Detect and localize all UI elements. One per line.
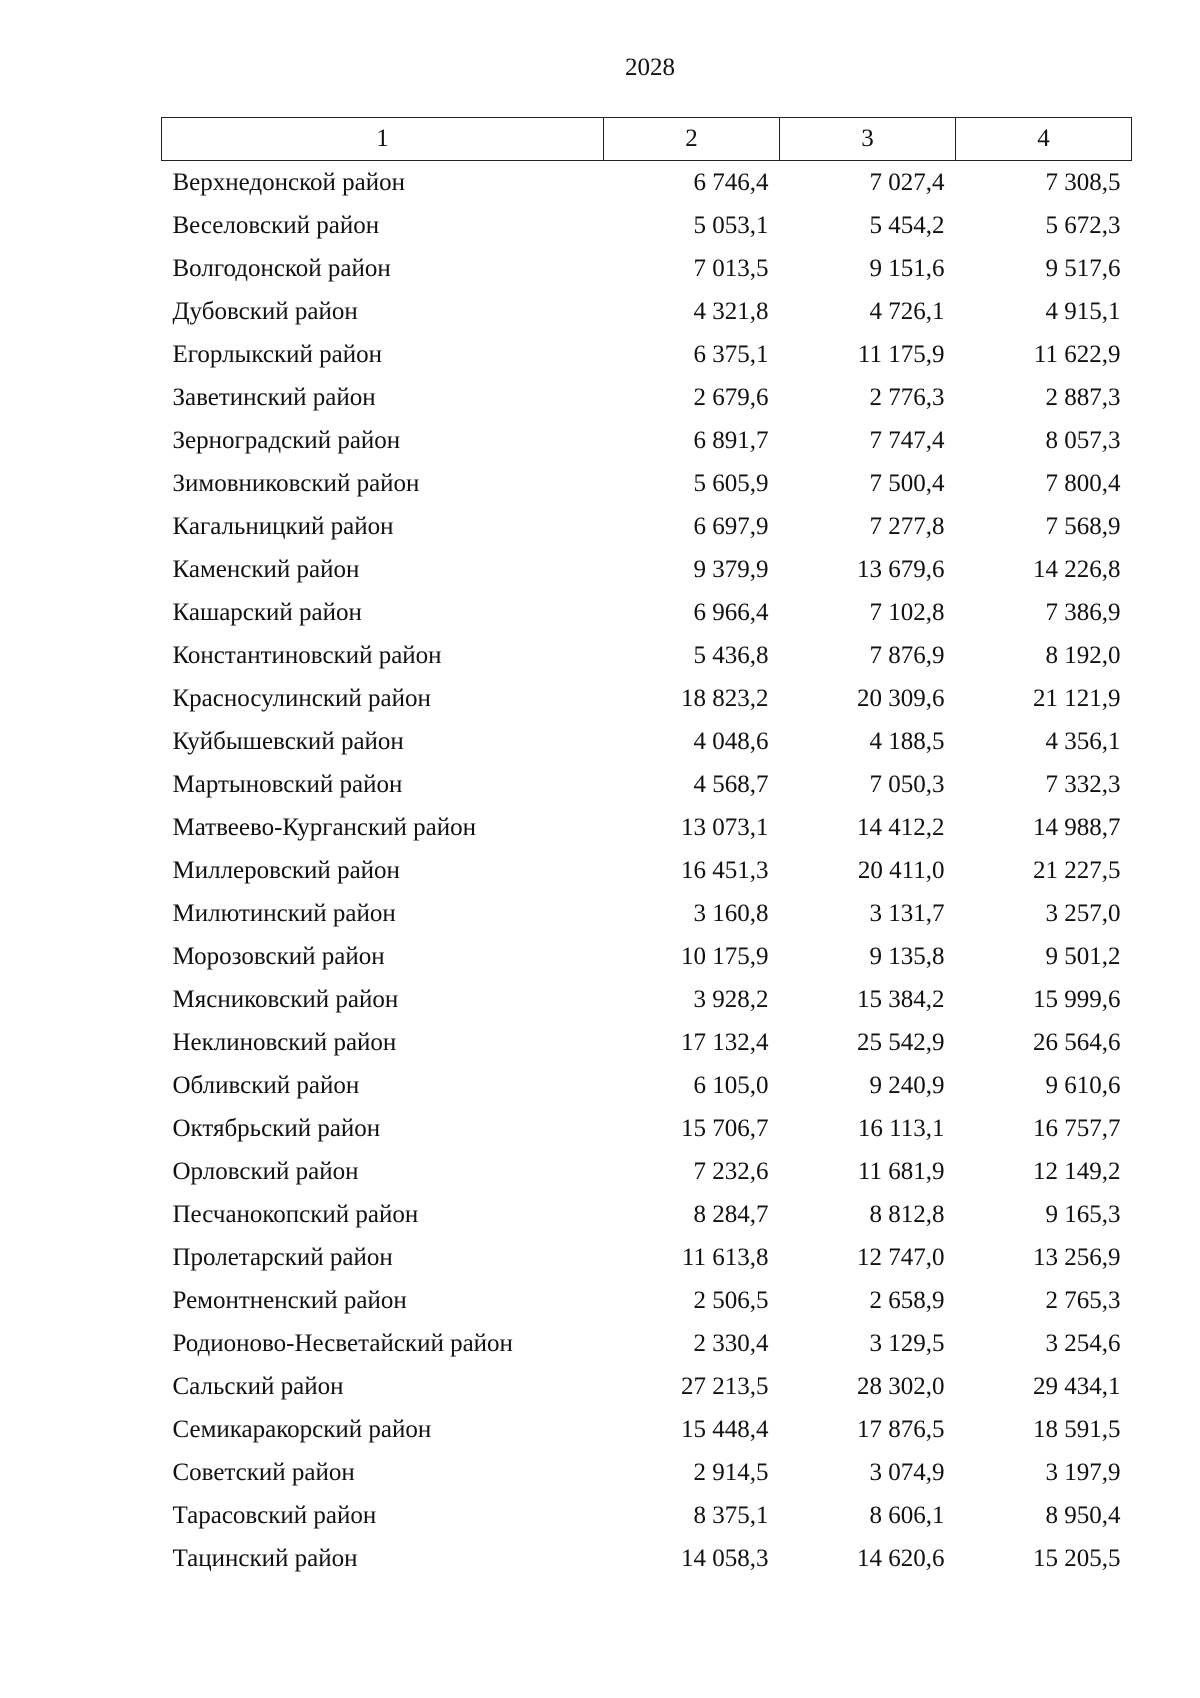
district-name-cell: Мясниковский район [172, 985, 399, 1013]
value-col-2-cell: 6 697,9 [693, 512, 769, 540]
value-col-2-cell: 13 073,1 [681, 813, 769, 841]
value-col-3-cell: 11 175,9 [857, 340, 945, 368]
value-col-3-cell: 4 726,1 [869, 297, 945, 325]
district-name-cell: Зерноградский район [172, 426, 401, 454]
value-col-3-cell: 7 027,4 [869, 168, 945, 196]
district-name-cell: Неклиновский район [172, 1028, 397, 1056]
value-col-3-cell: 9 151,6 [869, 254, 945, 282]
district-name-cell: Веселовский район [172, 211, 380, 239]
value-col-4-cell: 3 257,0 [1045, 899, 1121, 927]
value-col-2-cell: 4 568,7 [693, 770, 769, 798]
value-col-4-cell: 11 622,9 [1033, 340, 1121, 368]
value-col-3-cell: 14 412,2 [857, 813, 945, 841]
value-col-4-cell: 4 356,1 [1045, 727, 1121, 755]
table-row [162, 1236, 1132, 1279]
value-col-4-cell: 4 915,1 [1045, 297, 1121, 325]
value-col-3-cell: 12 747,0 [857, 1243, 945, 1271]
value-col-2-cell: 10 175,9 [681, 942, 769, 970]
value-col-4-cell: 2 887,3 [1045, 383, 1121, 411]
value-col-4-cell: 3 197,9 [1045, 1458, 1121, 1486]
table-row [162, 419, 1132, 462]
value-col-4-cell: 8 950,4 [1045, 1501, 1121, 1529]
district-name-cell: Матвеево-Курганский район [172, 813, 477, 841]
district-name-cell: Тацинский район [172, 1544, 358, 1572]
header-col-3: 3 [780, 118, 956, 161]
district-name-cell: Пролетарский район [172, 1243, 393, 1271]
table-row [162, 1537, 1132, 1580]
district-name-cell: Ремонтненский район [172, 1286, 407, 1314]
district-name-cell: Октябрьский район [172, 1114, 381, 1142]
value-col-2-cell: 7 013,5 [693, 254, 769, 282]
table-row [162, 763, 1132, 806]
table-row [162, 1451, 1132, 1494]
table-row [162, 1279, 1132, 1322]
header-col-1: 1 [162, 118, 604, 161]
table-row [162, 1064, 1132, 1107]
table-row [162, 978, 1132, 1021]
value-col-3-cell: 7 747,4 [869, 426, 945, 454]
table-row [162, 1107, 1132, 1150]
table-row [162, 1408, 1132, 1451]
value-col-2-cell: 5 605,9 [693, 469, 769, 497]
value-col-2-cell: 2 330,4 [693, 1329, 769, 1357]
value-col-2-cell: 2 914,5 [693, 1458, 769, 1486]
value-col-2-cell: 17 132,4 [681, 1028, 769, 1056]
value-col-3-cell: 3 131,7 [869, 899, 945, 927]
table-row [162, 1150, 1132, 1193]
header-row [162, 118, 1132, 161]
table-row [162, 1494, 1132, 1537]
value-col-3-cell: 13 679,6 [857, 555, 945, 583]
value-col-4-cell: 9 165,3 [1045, 1200, 1121, 1228]
value-col-3-cell: 9 135,8 [869, 942, 945, 970]
table-header [162, 118, 1132, 161]
district-name-cell: Тарасовский район [172, 1501, 377, 1529]
value-col-3-cell: 15 384,2 [857, 985, 945, 1013]
value-col-3-cell: 7 102,8 [869, 598, 945, 626]
district-name-cell: Егорлыкский район [172, 340, 382, 368]
value-col-2-cell: 16 451,3 [681, 856, 769, 884]
value-col-4-cell: 15 999,6 [1033, 985, 1121, 1013]
district-name-cell: Верхнедонской район [172, 168, 405, 196]
district-name-cell: Родионово-Несветайский район [172, 1329, 513, 1357]
header-col-4: 4 [956, 118, 1132, 161]
district-name-cell: Сальский район [172, 1372, 344, 1400]
value-col-4-cell: 26 564,6 [1033, 1028, 1121, 1056]
district-name-cell: Морозовский район [172, 942, 385, 970]
value-col-4-cell: 13 256,9 [1033, 1243, 1121, 1271]
value-col-4-cell: 7 568,9 [1045, 512, 1121, 540]
district-name-cell: Константиновский район [172, 641, 442, 669]
district-name-cell: Миллеровский район [172, 856, 400, 884]
value-col-2-cell: 4 321,8 [693, 297, 769, 325]
district-name-cell: Заветинский район [172, 383, 376, 411]
value-col-3-cell: 16 113,1 [857, 1114, 945, 1142]
district-name-cell: Семикаракорский район [172, 1415, 432, 1443]
value-col-2-cell: 18 823,2 [681, 684, 769, 712]
value-col-4-cell: 7 332,3 [1045, 770, 1121, 798]
value-col-2-cell: 3 928,2 [693, 985, 769, 1013]
district-name-cell: Волгодонской район [172, 254, 391, 282]
value-col-2-cell: 8 375,1 [693, 1501, 769, 1529]
value-col-2-cell: 6 375,1 [693, 340, 769, 368]
table-row [162, 806, 1132, 849]
district-name-cell: Орловский район [172, 1157, 359, 1185]
value-col-2-cell: 8 284,7 [693, 1200, 769, 1228]
district-name-cell: Кашарский район [172, 598, 362, 626]
value-col-3-cell: 14 620,6 [857, 1544, 945, 1572]
district-name-cell: Красносулинский район [172, 684, 431, 712]
value-col-3-cell: 28 302,0 [857, 1372, 945, 1400]
value-col-3-cell: 2 776,3 [869, 383, 945, 411]
value-col-3-cell: 9 240,9 [869, 1071, 945, 1099]
district-name-cell: Обливский район [172, 1071, 360, 1099]
table-row [162, 591, 1132, 634]
table-row [162, 505, 1132, 548]
value-col-3-cell: 3 129,5 [869, 1329, 945, 1357]
value-col-3-cell: 20 411,0 [857, 856, 945, 884]
value-col-4-cell: 7 800,4 [1045, 469, 1121, 497]
value-col-4-cell: 16 757,7 [1033, 1114, 1121, 1142]
value-col-4-cell: 9 517,6 [1045, 254, 1121, 282]
value-col-4-cell: 7 308,5 [1045, 168, 1121, 196]
value-col-3-cell: 5 454,2 [869, 211, 945, 239]
value-col-2-cell: 2 506,5 [693, 1286, 769, 1314]
value-col-4-cell: 8 192,0 [1045, 641, 1121, 669]
value-col-2-cell: 15 706,7 [681, 1114, 769, 1142]
value-col-4-cell: 8 057,3 [1045, 426, 1121, 454]
value-col-2-cell: 6 891,7 [693, 426, 769, 454]
value-col-4-cell: 12 149,2 [1033, 1157, 1121, 1185]
value-col-3-cell: 2 658,9 [869, 1286, 945, 1314]
value-col-3-cell: 7 277,8 [869, 512, 945, 540]
district-name-cell: Милютинский район [172, 899, 396, 927]
district-name-cell: Куйбышевский район [172, 727, 404, 755]
value-col-4-cell: 21 227,5 [1033, 856, 1121, 884]
value-col-4-cell: 9 610,6 [1045, 1071, 1121, 1099]
table-row [162, 333, 1132, 376]
value-col-2-cell: 15 448,4 [681, 1415, 769, 1443]
value-col-3-cell: 25 542,9 [857, 1028, 945, 1056]
value-col-4-cell: 14 988,7 [1033, 813, 1121, 841]
value-col-2-cell: 11 613,8 [681, 1243, 769, 1271]
table-row [162, 1021, 1132, 1064]
district-name-cell: Советский район [172, 1458, 355, 1486]
value-col-2-cell: 27 213,5 [681, 1372, 769, 1400]
value-col-3-cell: 17 876,5 [857, 1415, 945, 1443]
value-col-3-cell: 20 309,6 [857, 684, 945, 712]
value-col-3-cell: 8 606,1 [869, 1501, 945, 1529]
value-col-3-cell: 3 074,9 [869, 1458, 945, 1486]
table-body [162, 161, 1132, 1581]
value-col-2-cell: 6 966,4 [693, 598, 769, 626]
value-col-2-cell: 6 105,0 [693, 1071, 769, 1099]
table-row [162, 892, 1132, 935]
value-col-3-cell: 7 500,4 [869, 469, 945, 497]
table-row [162, 462, 1132, 505]
value-col-4-cell: 5 672,3 [1045, 211, 1121, 239]
table-row [162, 720, 1132, 763]
value-col-2-cell: 6 746,4 [693, 168, 769, 196]
table-row [162, 849, 1132, 892]
table-row [162, 677, 1132, 720]
district-name-cell: Песчанокопский район [172, 1200, 419, 1228]
district-name-cell: Кагальницкий район [172, 512, 394, 540]
value-col-4-cell: 15 205,5 [1033, 1544, 1121, 1572]
table-row [162, 1322, 1132, 1365]
value-col-2-cell: 14 058,3 [681, 1544, 769, 1572]
value-col-4-cell: 18 591,5 [1033, 1415, 1121, 1443]
value-col-2-cell: 9 379,9 [693, 555, 769, 583]
district-name-cell: Зимовниковский район [172, 469, 420, 497]
data-table [161, 117, 1132, 1580]
table-row [162, 247, 1132, 290]
value-col-3-cell: 8 812,8 [869, 1200, 945, 1228]
table-row [162, 935, 1132, 978]
value-col-3-cell: 11 681,9 [857, 1157, 945, 1185]
table-row [162, 548, 1132, 591]
page-number: 2028 [625, 54, 675, 81]
table-row [162, 161, 1132, 205]
value-col-4-cell: 7 386,9 [1045, 598, 1121, 626]
district-name-cell: Дубовский район [172, 297, 358, 325]
value-col-4-cell: 9 501,2 [1045, 942, 1121, 970]
value-col-2-cell: 7 232,6 [693, 1157, 769, 1185]
value-col-3-cell: 7 050,3 [869, 770, 945, 798]
value-col-4-cell: 29 434,1 [1033, 1372, 1121, 1400]
table-row [162, 1193, 1132, 1236]
table-row [162, 634, 1132, 677]
value-col-2-cell: 5 436,8 [693, 641, 769, 669]
table-row [162, 1365, 1132, 1408]
value-col-2-cell: 5 053,1 [693, 211, 769, 239]
value-col-2-cell: 4 048,6 [693, 727, 769, 755]
value-col-2-cell: 3 160,8 [693, 899, 769, 927]
district-name-cell: Каменский район [172, 555, 360, 583]
value-col-3-cell: 7 876,9 [869, 641, 945, 669]
value-col-4-cell: 21 121,9 [1033, 684, 1121, 712]
value-col-4-cell: 14 226,8 [1033, 555, 1121, 583]
table-row [162, 290, 1132, 333]
value-col-4-cell: 3 254,6 [1045, 1329, 1121, 1357]
table-row [162, 204, 1132, 247]
value-col-4-cell: 2 765,3 [1045, 1286, 1121, 1314]
table-row [162, 376, 1132, 419]
district-name-cell: Мартыновский район [172, 770, 403, 798]
header-col-2: 2 [604, 118, 780, 161]
value-col-2-cell: 2 679,6 [693, 383, 769, 411]
value-col-3-cell: 4 188,5 [869, 727, 945, 755]
